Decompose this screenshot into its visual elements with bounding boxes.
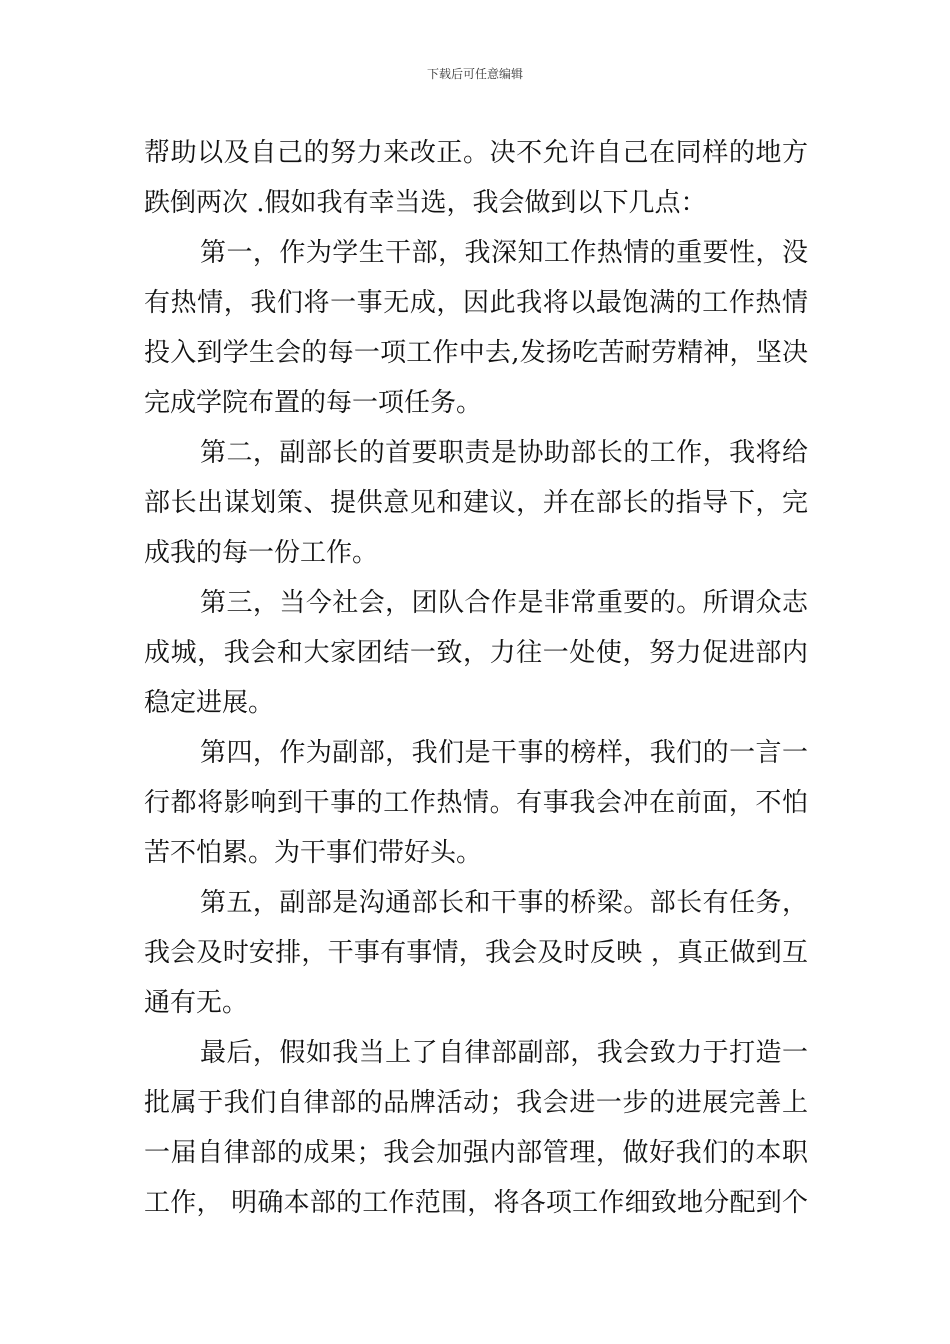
text-line: 稳定进展。 — [144, 688, 275, 718]
text-line: 完成学院布置的每一项任务。 — [144, 388, 483, 418]
text-line: 帮助以及自己的努力来改正。决不允许自己在同样的地方 — [144, 138, 808, 168]
text-line: 苦不怕累。为干事们带好头。 — [144, 838, 483, 868]
paragraph-first-line: 第二，副部长的首要职责是协助部长的工作，我将给 — [200, 438, 808, 468]
text-line: 一届自律部的成果；我会加强内部管理，做好我们的本职 — [144, 1138, 808, 1168]
text-line: 工作， 明确本部的工作范围，将各项工作细致地分配到个 — [144, 1188, 808, 1218]
text-line: 我会及时安排，干事有事情，我会及时反映 ，真正做到互 — [144, 938, 808, 968]
text-line: 批属于我们自律部的品牌活动；我会进一步的进展完善上 — [144, 1088, 808, 1118]
document-body — [144, 128, 808, 1228]
text-line: 跌倒两次 .假如我有幸当选，我会做到以下几点： — [144, 188, 707, 218]
text-line: 投入到学生会的每一项工作中去,发扬吃苦耐劳精神，坚决 — [144, 338, 808, 368]
paragraph-first-line: 第三，当今社会，团队合作是非常重要的。所谓众志 — [200, 588, 808, 618]
page-header-note: 下载后可任意编辑 — [426, 67, 523, 81]
text-line: 行都将影响到干事的工作热情。有事我会冲在前面，不怕 — [144, 788, 808, 818]
paragraph-first-line: 第五，副部是沟通部长和干事的桥梁。部长有任务， — [200, 888, 808, 918]
text-line: 成城，我会和大家团结一致，力往一处使，努力促进部内 — [144, 638, 808, 668]
paragraph-first-line: 最后，假如我当上了自律部副部，我会致力于打造一 — [200, 1038, 808, 1068]
paragraph-first-line: 第一，作为学生干部，我深知工作热情的重要性，没 — [200, 238, 808, 268]
text-line: 有热情，我们将一事无成，因此我将以最饱满的工作热情 — [144, 288, 808, 318]
text-line: 通有无。 — [144, 988, 249, 1018]
paragraph-first-line: 第四，作为副部，我们是干事的榜样，我们的一言一 — [200, 738, 808, 768]
text-line: 部长出谋划策、提供意见和建议，并在部长的指导下，完 — [144, 488, 808, 518]
text-line: 成我的每一份工作。 — [144, 538, 379, 568]
